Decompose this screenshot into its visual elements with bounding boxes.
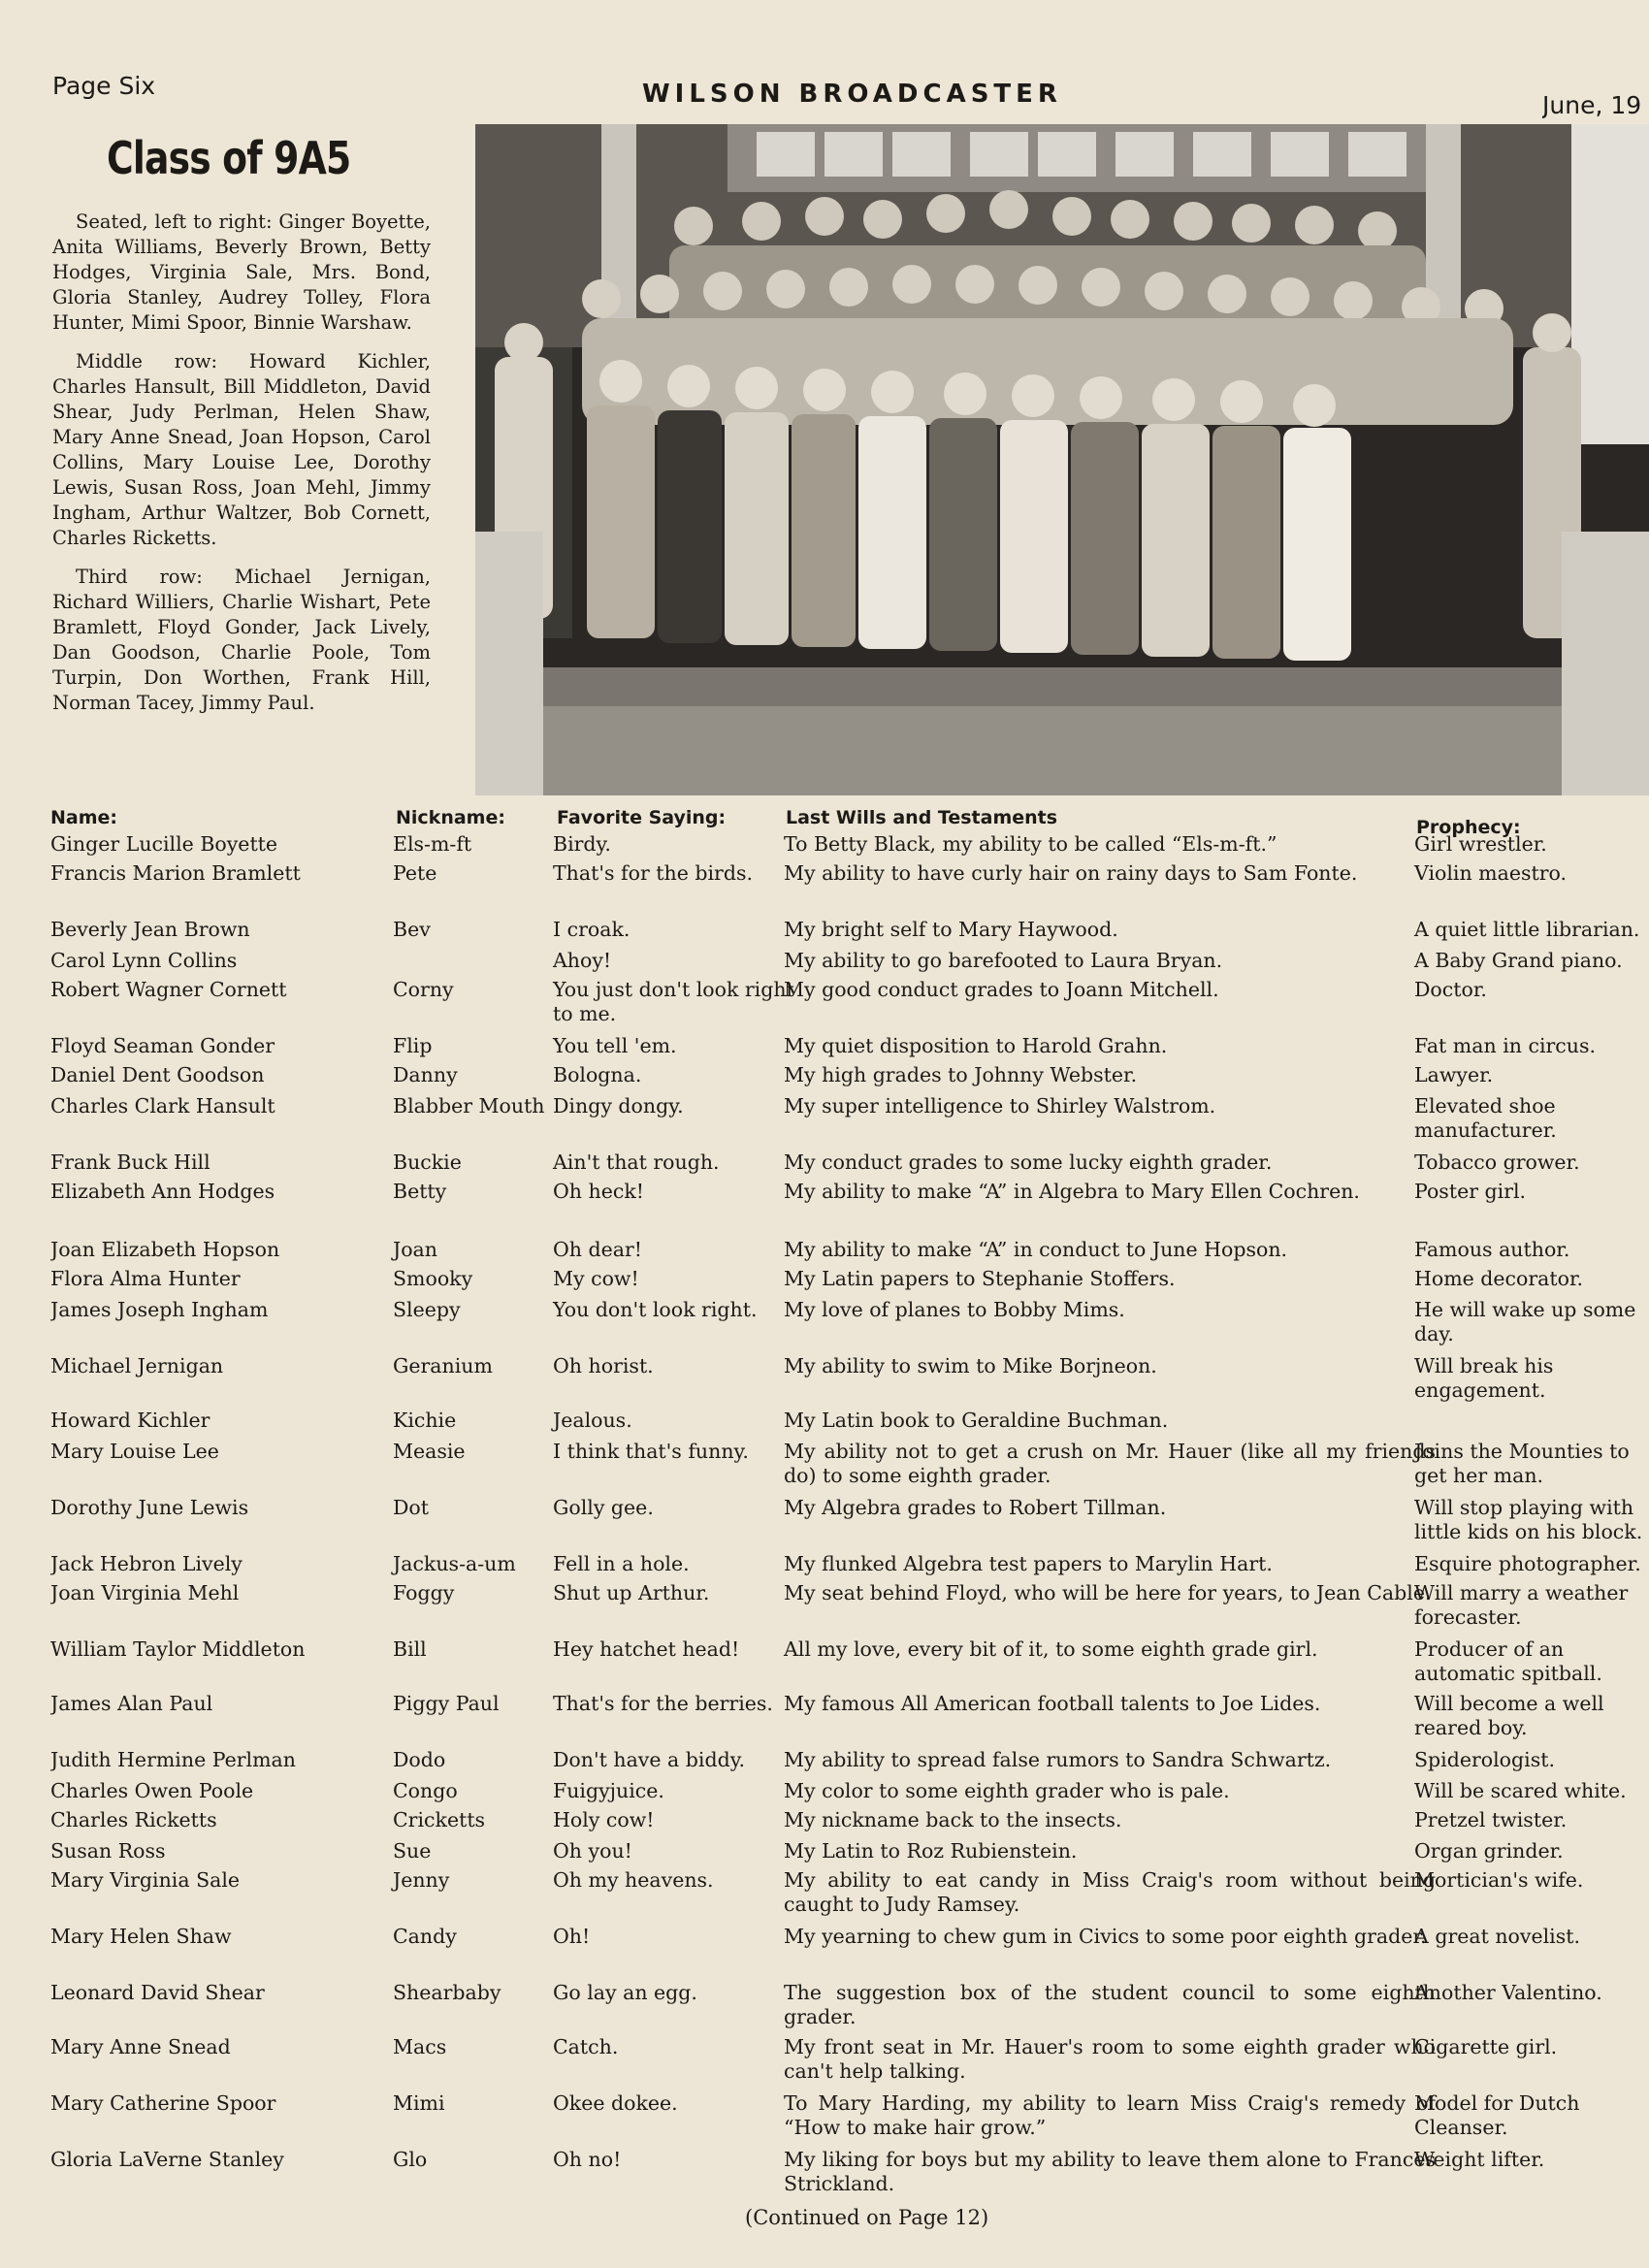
favorite-saying: You don't look right. <box>553 1298 758 1321</box>
prophecy: Famous author. <box>1414 1238 1570 1261</box>
last-will: My ability to have curly hair on rainy days to Sam Fonte. <box>784 861 1358 885</box>
photo-caption <box>52 210 431 729</box>
class-title: Class of 9A5 <box>107 132 351 184</box>
favorite-saying: Oh! <box>553 1925 591 1948</box>
last-will: My quiet disposition to Harold Grahn. <box>784 1034 1168 1057</box>
student-name: Mary Anne Snead <box>50 2035 231 2058</box>
prophecy: Organ grinder. <box>1414 1839 1564 1863</box>
student-nickname: Geranium <box>393 1354 493 1377</box>
last-will: My Latin to Roz Rubienstein. <box>784 1839 1078 1863</box>
last-will: My seat behind Floyd, who will be here for years, to Jean Cable. <box>784 1581 1432 1604</box>
student-name: Howard Kichler <box>50 1409 210 1432</box>
last-will: My color to some eighth grader who is pale. <box>784 1779 1230 1802</box>
masthead: WILSON BROADCASTER <box>642 80 1062 109</box>
student-nickname: Mimi <box>393 2091 445 2115</box>
student-name: Carol Lynn Collins <box>50 949 238 972</box>
student-name: Ginger Lucille Boyette <box>50 832 278 856</box>
issue-date: June, 19 <box>1542 91 1642 119</box>
column-header-saying: Favorite Saying: <box>557 807 727 828</box>
student-name: Judith Hermine Perlman <box>50 1748 296 1771</box>
last-will: My Latin papers to Stephanie Stoffers. <box>784 1267 1176 1290</box>
student-name: Beverly Jean Brown <box>50 918 250 941</box>
student-name: William Taylor Middleton <box>50 1637 306 1661</box>
last-will: My Latin book to Geraldine Buchman. <box>784 1409 1169 1432</box>
student-nickname: Jenny <box>393 1868 450 1892</box>
last-will: My ability to swim to Mike Borjneon. <box>784 1354 1157 1377</box>
student-nickname: Pete <box>393 861 437 885</box>
last-will: My front seat in Mr. Hauer's room to some eighth grader who can't help talking. <box>784 2035 1436 2083</box>
favorite-saying: Okee dokee. <box>553 2091 678 2115</box>
favorite-saying: Bologna. <box>553 1063 642 1086</box>
prophecy: Spiderologist. <box>1414 1748 1555 1771</box>
class-photo <box>475 124 1649 795</box>
last-will: My ability to make “A” in Algebra to Mary Ellen Cochren. <box>784 1180 1360 1203</box>
prophecy: He will wake up some day. <box>1414 1298 1636 1345</box>
student-nickname: Sleepy <box>393 1298 461 1321</box>
last-will: My ability to go barefooted to Laura Bryan. <box>784 949 1223 972</box>
favorite-saying: Oh dear! <box>553 1238 643 1261</box>
last-will: All my love, every bit of it, to some eighth grade girl. <box>784 1637 1318 1661</box>
continued-note: (Continued on Page 12) <box>745 2206 989 2229</box>
last-will: The suggestion box of the student council to some eighth grader. <box>784 1981 1436 2028</box>
student-nickname: Cricketts <box>393 1808 486 1831</box>
favorite-saying: Oh heck! <box>553 1180 645 1203</box>
student-nickname: Blabber Mouth <box>393 1094 545 1118</box>
student-name: Charles Clark Hansult <box>50 1094 275 1118</box>
student-nickname: Foggy <box>393 1581 455 1604</box>
student-name: Daniel Dent Goodson <box>50 1063 265 1086</box>
favorite-saying: Go lay an egg. <box>553 1981 697 2004</box>
last-will: My Algebra grades to Robert Tillman. <box>784 1496 1167 1519</box>
prophecy: Tobacco grower. <box>1414 1150 1580 1174</box>
last-will: To Betty Black, my ability to be called “Els-m-ft.” <box>784 832 1277 856</box>
column-header-nickname: Nickname: <box>396 807 505 828</box>
favorite-saying: Oh horist. <box>553 1354 654 1377</box>
student-name: Michael Jernigan <box>50 1354 224 1377</box>
student-nickname: Corny <box>393 978 454 1001</box>
last-will: My conduct grades to some lucky eighth grader. <box>784 1150 1273 1174</box>
last-will: My flunked Algebra test papers to Marylin Hart. <box>784 1552 1273 1575</box>
student-name: Floyd Seaman Gonder <box>50 1034 275 1057</box>
favorite-saying: Ain't that rough. <box>553 1150 720 1174</box>
prophecy: Elevated shoe manufacturer. <box>1414 1094 1557 1142</box>
student-name: Dorothy June Lewis <box>50 1496 249 1519</box>
student-name: Charles Owen Poole <box>50 1779 254 1802</box>
prophecy: Fat man in circus. <box>1414 1034 1597 1057</box>
student-nickname: Macs <box>393 2035 447 2058</box>
student-name: Charles Ricketts <box>50 1808 217 1831</box>
favorite-saying: I croak. <box>553 918 630 941</box>
prophecy: Poster girl. <box>1414 1180 1527 1203</box>
favorite-saying: Fell in a hole. <box>553 1552 690 1575</box>
student-name: Leonard David Shear <box>50 1981 265 2004</box>
prophecy: Will marry a weather forecaster. <box>1414 1581 1629 1629</box>
prophecy: Mortician's wife. <box>1414 1868 1584 1892</box>
student-name: Mary Catherine Spoor <box>50 2091 276 2115</box>
last-will: My ability not to get a crush on Mr. Hauer (like all my friends do) to some eighth grader. <box>784 1440 1436 1487</box>
student-name: Mary Virginia Sale <box>50 1868 241 1892</box>
student-name: Elizabeth Ann Hodges <box>50 1180 275 1203</box>
student-nickname: Els-m-ft <box>393 832 472 856</box>
student-name: Flora Alma Hunter <box>50 1267 241 1290</box>
student-nickname: Flip <box>393 1034 433 1057</box>
student-name: James Alan Paul <box>50 1692 213 1715</box>
student-nickname: Dodo <box>393 1748 446 1771</box>
student-nickname: Sue <box>393 1839 432 1863</box>
caption-seated: Seated, left to right: Ginger Boyette, Anita Williams, Beverly Brown, Betty Hodges, Virginia Sale, Mrs. Bond, Gloria Stanley, Audrey Tolley, Flora Hunter, Mimi Spoor, Binnie Warshaw. <box>52 211 431 334</box>
prophecy: Esquire photographer. <box>1414 1552 1641 1575</box>
prophecy: Will break his engagement. <box>1414 1354 1554 1402</box>
favorite-saying: Oh no! <box>553 2148 622 2171</box>
last-will: My love of planes to Bobby Mims. <box>784 1298 1125 1321</box>
student-nickname: Smooky <box>393 1267 473 1290</box>
prophecy: Home decorator. <box>1414 1267 1584 1290</box>
student-nickname: Jackus-a-um <box>393 1552 516 1575</box>
last-will: My famous All American football talents to Joe Lides. <box>784 1692 1321 1715</box>
favorite-saying: Don't have a biddy. <box>553 1748 746 1771</box>
prophecy: Lawyer. <box>1414 1063 1494 1086</box>
student-name: Frank Buck Hill <box>50 1150 210 1174</box>
class-photo-image <box>475 124 1649 795</box>
prophecy: Cigarette girl. <box>1414 2035 1558 2058</box>
student-nickname: Piggy Paul <box>393 1692 500 1715</box>
student-name: Francis Marion Bramlett <box>50 861 301 885</box>
student-nickname: Dot <box>393 1496 430 1519</box>
last-will: My super intelligence to Shirley Walstrom. <box>784 1094 1216 1118</box>
prophecy: Joins the Mounties to get her man. <box>1414 1440 1630 1487</box>
favorite-saying: Ahoy! <box>553 949 612 972</box>
last-will: My yearning to chew gum in Civics to some poor eighth grader. <box>784 1925 1427 1948</box>
prophecy: Will become a well reared boy. <box>1414 1692 1604 1739</box>
last-will: My ability to make “A” in conduct to June Hopson. <box>784 1238 1288 1261</box>
prophecy: Pretzel twister. <box>1414 1808 1568 1831</box>
student-nickname: Joan <box>393 1238 437 1261</box>
student-nickname: Bev <box>393 918 431 941</box>
student-name: Joan Virginia Mehl <box>50 1581 240 1604</box>
student-nickname: Betty <box>393 1180 447 1203</box>
student-name: Joan Elizabeth Hopson <box>50 1238 280 1261</box>
prophecy: Violin maestro. <box>1414 861 1568 885</box>
prophecy: A quiet little librarian. <box>1414 918 1640 941</box>
student-nickname: Bill <box>393 1637 427 1661</box>
student-nickname: Candy <box>393 1925 457 1948</box>
page-label: Page Six <box>52 72 156 100</box>
last-will: My bright self to Mary Haywood. <box>784 918 1118 941</box>
caption-middle-row: Middle row: Howard Kichler, Charles Hansult, Bill Middleton, David Shear, Judy Perlman, Helen Shaw, Mary Anne Snead, Joan Hopson, Carol Collins, Mary Louise Lee, Dorothy Lewis, Susan Ross, Joan Mehl, Jimmy Ingham, Arthur Waltzer, Bob Cornett, Charles Ricketts. <box>52 350 431 549</box>
student-nickname: Buckie <box>393 1150 462 1174</box>
prophecy: A great novelist. <box>1414 1925 1580 1948</box>
last-will: My high grades to Johnny Webster. <box>784 1063 1138 1086</box>
student-name: Susan Ross <box>50 1839 166 1863</box>
favorite-saying: Fuigyjuice. <box>553 1779 664 1802</box>
favorite-saying: Golly gee. <box>553 1496 654 1519</box>
column-header-prophecy: Prophecy: <box>1416 817 1521 838</box>
prophecy: Another Valentino. <box>1414 1981 1602 2004</box>
student-nickname: Shearbaby <box>393 1981 501 2004</box>
student-name: Jack Hebron Lively <box>50 1552 242 1575</box>
last-will: My liking for boys but my ability to leave them alone to Frances Strickland. <box>784 2148 1436 2195</box>
favorite-saying: Jealous. <box>553 1409 632 1432</box>
student-nickname: Measie <box>393 1440 466 1463</box>
favorite-saying: I think that's funny. <box>553 1440 749 1463</box>
student-name: James Joseph Ingham <box>50 1298 269 1321</box>
favorite-saying: Catch. <box>553 2035 619 2058</box>
caption-third-row: Third row: Michael Jernigan, Richard Williers, Charlie Wishart, Pete Bramlett, Floyd Gonder, Jack Lively, Dan Goodson, Charlie Poole, Tom Turpin, Don Worthen, Frank Hill, Norman Tacey, Jimmy Paul. <box>52 566 431 714</box>
prophecy: Will stop playing with little kids on his block. <box>1414 1496 1643 1543</box>
last-will: My ability to spread false rumors to Sandra Schwartz. <box>784 1748 1332 1771</box>
favorite-saying: Oh my heavens. <box>553 1868 714 1892</box>
column-header-name: Name: <box>50 807 118 828</box>
favorite-saying: That's for the berries. <box>553 1692 773 1715</box>
student-name: Mary Louise Lee <box>50 1440 219 1463</box>
prophecy: Girl wrestler. <box>1414 832 1547 856</box>
favorite-saying: Oh you! <box>553 1839 632 1863</box>
last-will: My good conduct grades to Joann Mitchell. <box>784 978 1219 1001</box>
student-name: Mary Helen Shaw <box>50 1925 232 1948</box>
prophecy: Producer of an automatic spitball. <box>1414 1637 1602 1685</box>
favorite-saying: You just don't look right to me. <box>553 978 794 1025</box>
student-name: Robert Wagner Cornett <box>50 978 287 1001</box>
column-header-will: Last Wills and Testaments <box>786 807 1058 828</box>
prophecy: Will be scared white. <box>1414 1779 1627 1802</box>
last-will: My nickname back to the insects. <box>784 1808 1122 1831</box>
favorite-saying: Dingy dongy. <box>553 1094 684 1118</box>
prophecy: Weight lifter. <box>1414 2148 1545 2171</box>
favorite-saying: Holy cow! <box>553 1808 655 1831</box>
favorite-saying: Hey hatchet head! <box>553 1637 740 1661</box>
student-nickname: Kichie <box>393 1409 457 1432</box>
student-nickname: Glo <box>393 2148 428 2171</box>
student-name: Gloria LaVerne Stanley <box>50 2148 284 2171</box>
student-nickname: Danny <box>393 1063 458 1086</box>
prophecy: Model for Dutch Cleanser. <box>1414 2091 1580 2139</box>
last-will: To Mary Harding, my ability to learn Miss Craig's remedy of “How to make hair grow.” <box>784 2091 1436 2139</box>
favorite-saying: Birdy. <box>553 832 611 856</box>
prophecy: Doctor. <box>1414 978 1487 1001</box>
last-will: My ability to eat candy in Miss Craig's room without being caught to Judy Ramsey. <box>784 1868 1436 1916</box>
student-nickname: Congo <box>393 1779 458 1802</box>
prophecy: A Baby Grand piano. <box>1414 949 1623 972</box>
favorite-saying: Shut up Arthur. <box>553 1581 710 1604</box>
favorite-saying: My cow! <box>553 1267 639 1290</box>
favorite-saying: That's for the birds. <box>553 861 753 885</box>
favorite-saying: You tell 'em. <box>553 1034 677 1057</box>
